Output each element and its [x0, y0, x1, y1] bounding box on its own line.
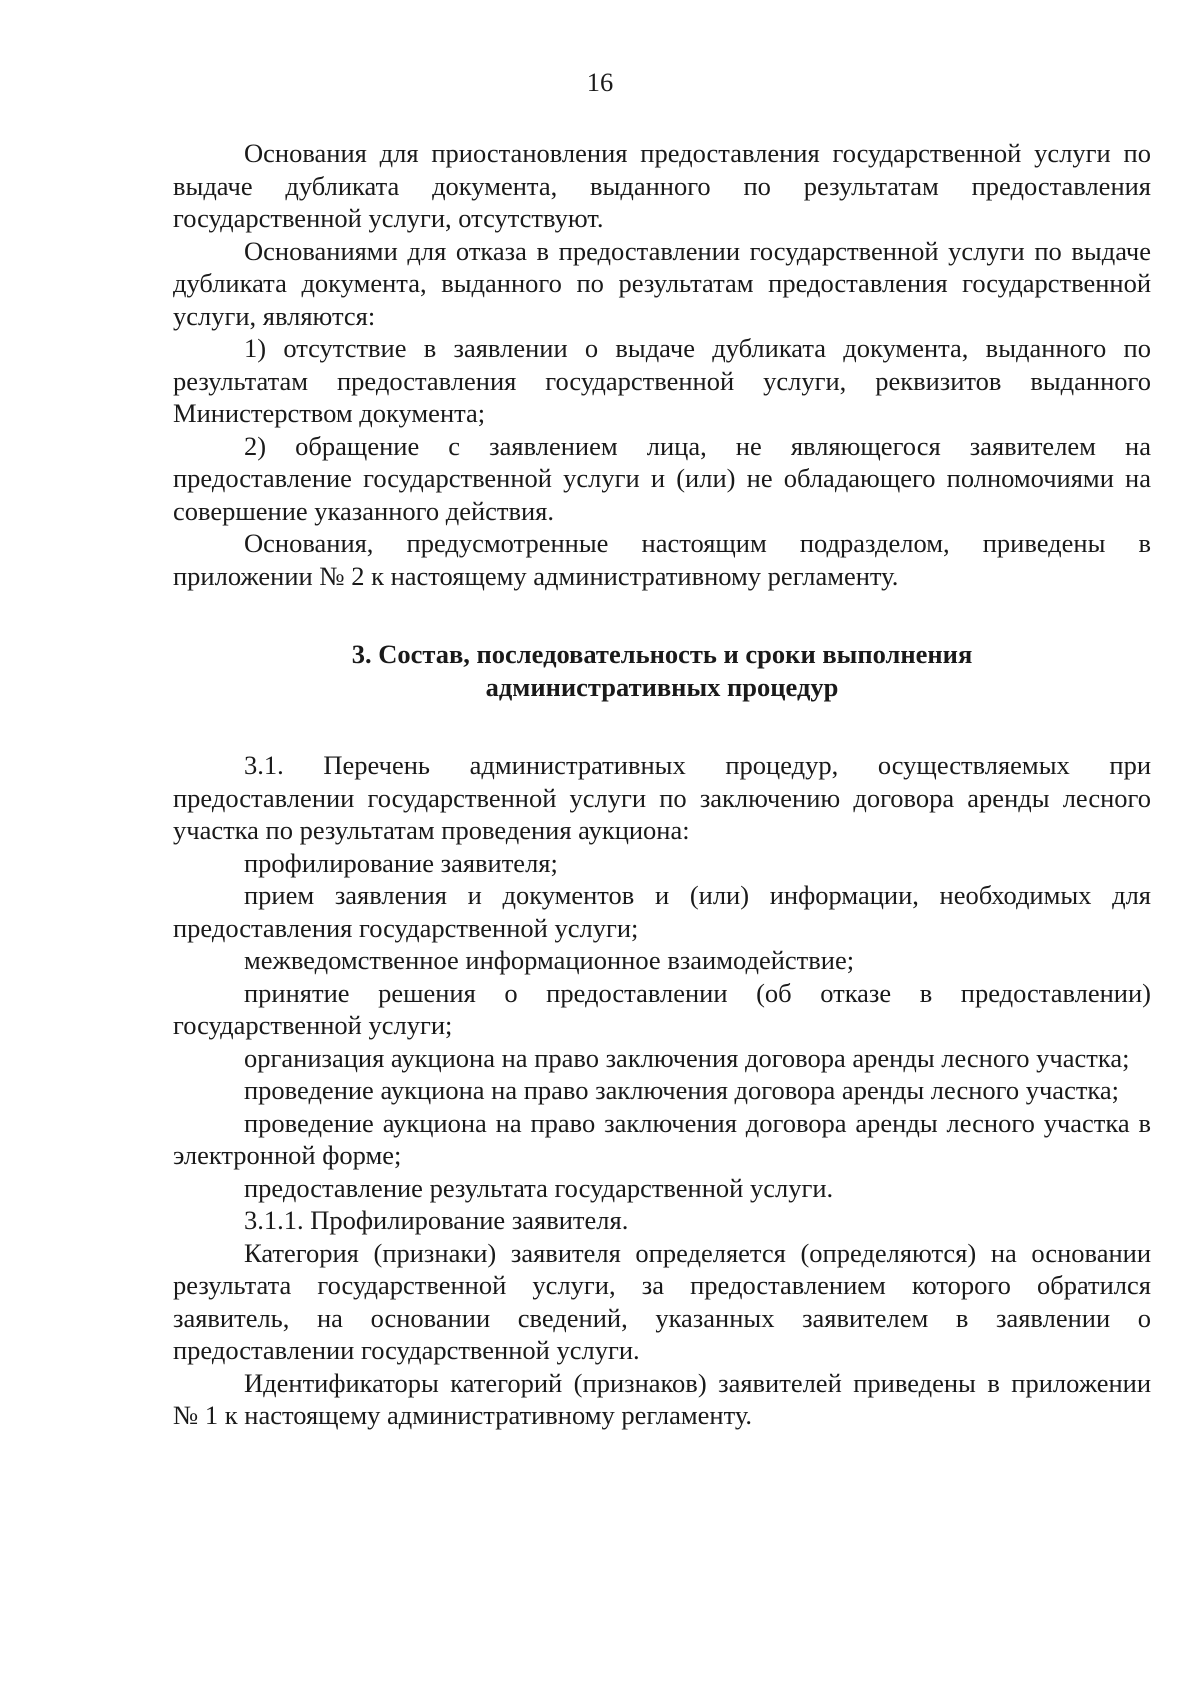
list-item-procedure: межведомственное информационное взаимодействие;: [244, 945, 855, 975]
paragraph-appendix-1-reference: Идентификаторы категорий (признаков) заявителей приведены в приложении № 1 к настоящему административному регламенту.: [173, 1367, 1151, 1430]
list-item-procedure: проведение аукциона на право заключения договора аренды лесного участка;: [244, 1075, 1120, 1105]
section-heading-line-2: административных процедур: [485, 671, 839, 702]
list-item-procedure: организация аукциона на право заключения договора аренды лесного участка;: [244, 1042, 1130, 1073]
list-item-procedure: профилирование заявителя;: [244, 847, 558, 878]
document-body: [173, 137, 1151, 1432]
list-item-procedure: принятие решения о предоставлении (об отказе в предоставлении) государственной услуги;: [173, 977, 1151, 1040]
list-item-procedure: прием заявления и документов и (или) информации, необходимых для предоставления государственной услуги;: [173, 880, 1151, 943]
paragraph-suspension-grounds: Основания для приостановления предоставления государственной услуги по выдаче дубликата документа, выданного по результатам предоставления государственной услуги, отсутствуют.: [173, 138, 1151, 233]
page-number: 16: [586, 67, 614, 97]
list-item-refusal-2: 2) обращение с заявлением лица, не являющегося заявителем на предоставление государственной услуги и (или) не обладающего полномочиями на совершение указанного действия.: [173, 430, 1151, 526]
list-item-procedure: проведение аукциона на право заключения договора аренды лесного участка в электронной форме;: [173, 1107, 1151, 1170]
paragraph-applicant-category: Категория (признаки) заявителя определяется (определяются) на основании результата государственной услуги, за предоставлением которого обратился заявитель, на основании сведений, указанных заявителем в заявлении о предоставлении государственной услуги.: [173, 1237, 1151, 1365]
subsection-title: 3.1.1. Профилирование заявителя.: [244, 1205, 629, 1235]
section-heading: [173, 638, 1151, 703]
paragraph-procedures-list-intro: 3.1. Перечень административных процедур, осуществляемых при предоставлении государственной услуги по заключению договора аренды лесного участка по результатам проведения аукциона:: [173, 750, 1151, 845]
paragraph-refusal-grounds: Основаниями для отказа в предоставлении государственной услуги по выдаче дубликата документа, выданного по результатам предоставления государственной услуги, являются:: [173, 235, 1151, 331]
list-item-procedure: предоставление результата государственной услуги.: [244, 1172, 834, 1203]
list-item-refusal-1: 1) отсутствие в заявлении о выдаче дубликата документа, выданного по результатам предоставления государственной услуги, реквизитов выданного Министерством документа;: [173, 333, 1151, 428]
section-heading-line-1: 3. Состав, последовательность и сроки выполнения: [351, 639, 973, 669]
paragraph-appendix-2-reference: Основания, предусмотренные настоящим подразделом, приведены в приложении № 2 к настоящему административному регламенту.: [173, 528, 1151, 591]
